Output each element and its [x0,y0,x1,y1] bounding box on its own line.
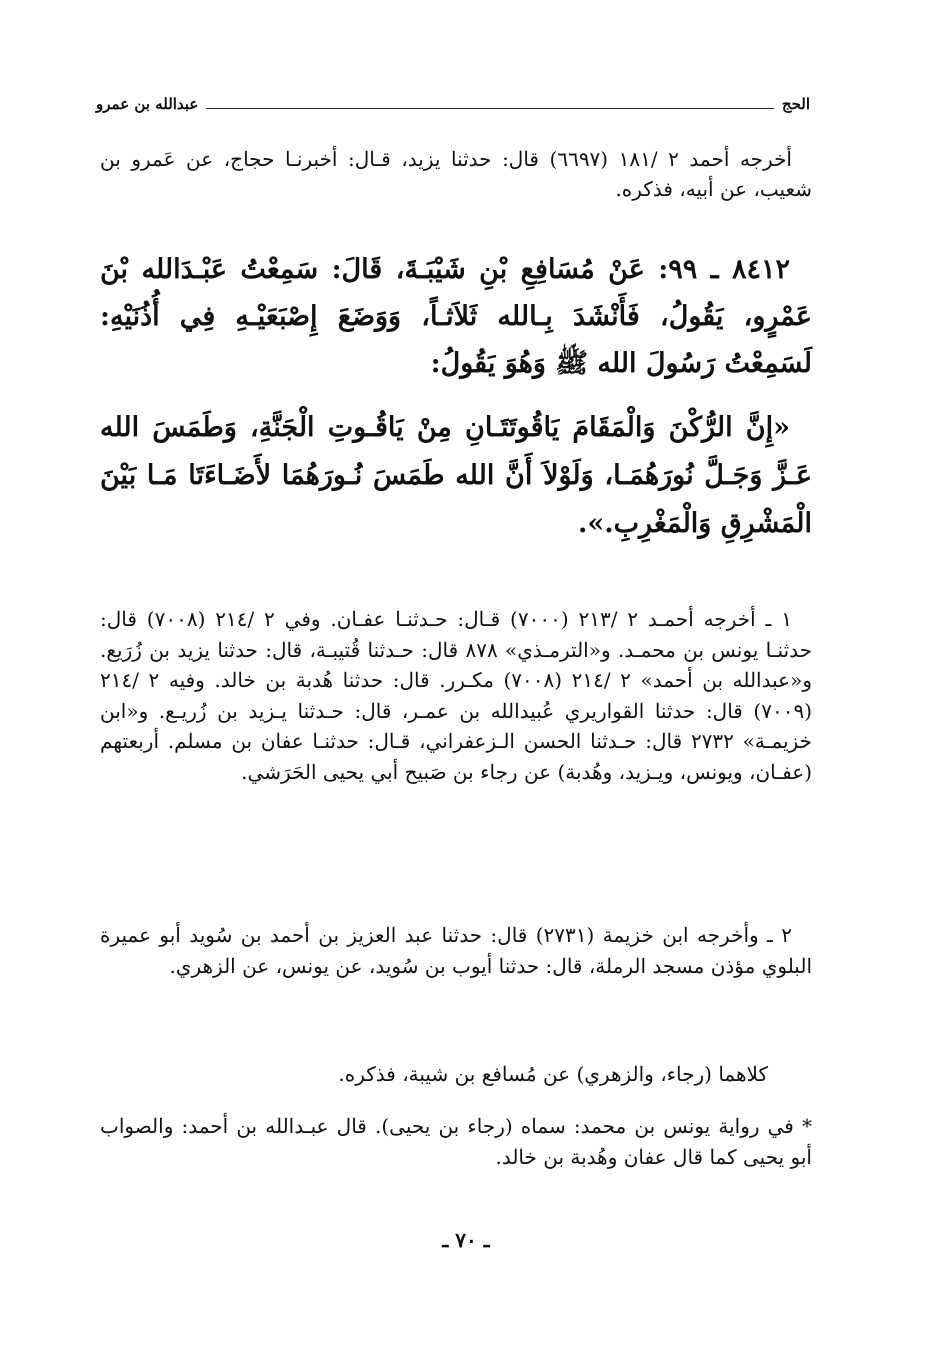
header-rule [206,108,774,109]
header-chapter-title: الحج [781,95,810,113]
header-narrator-name: عبدالله بن عمرو [96,95,199,113]
hadith-heading: ٨٤١٢ ـ ٩٩: عَنْ مُسَافِعِ بْنِ شَيْبَـةَ، قَالَ: سَمِعْتُ عَبْـدَالله بْنَ عَمْرٍو، يَقُولُ، فَأَنْشَدَ بِـالله ثَلاَثـاً، وَوَضَعَ إِصْبَعَيْـهِ فِي أُذُنَيْهِ: لَسَمِعْتُ رَسُولَ الله ﷺ وَهُوَ يَقُولُ: [100,254,812,379]
takhrij-paragraph-1: ١ ـ أخرجه أحمـد ٢ /٢١٣ (٧٠٠٠) قـال: حـدثنـا عفـان. وفي ٢ /٢١٤ (٧٠٠٨) قال: حدثنـا يونس بن محمـد. و«الترمـذي» ٨٧٨ قال: حـدثنا قُتيبـة، قال: حدثنا يزيد بن زُرَيع. و«عبدالله بن أحمد» ٢ /٢١٤ (٧٠٠٨) مكـرر. قال: حدثنا هُدبة بن خالد. وفيه ٢ /٢١٤ (٧٠٠٩) قال: حدثنا القواريري عُبيدالله بن عمـر، قال: حـدثنا يـزيد بن زُريـع. و«ابن خزيمـة» ٢٧٣٢ قال: حـدثنا الحسن الـزعفراني، قـال: حدثنـا عفان بن مسلم. أربعتهم (عفـان، ويونس، ويـزيد، وهُدبة) عن رجاء بن صَبيح أبي يحيى الحَرَشي. [100,607,812,784]
running-header [96,92,810,116]
page-number: ـ ٧٠ ـ [442,1228,490,1252]
intro-takhrij-paragraph: أخرجه أحمد ٢ /١٨١ (٦٦٩٧) قال: حدثنا يزيد، قـال: أخبرنـا حجاج، عن عَمرو بن شعيب، عن أبيه، فذكره. [100,147,812,201]
hadith-text: «إِنَّ الرُّكْنَ وَالْمَقَامَ يَاقُوتَتَـانِ مِنْ يَاقُـوتِ الْجَنَّةِ، وَطَمَسَ الله عَـزَّ وَجَـلَّ نُورَهُمَـا، وَلَوْلاَ أَنَّ الله طَمَسَ نُـورَهُمَا لأَضَـاءَتَا مَـا بَيْنَ الْمَشْرِقِ وَالْمَغْرِبِ.». [100,412,812,539]
summary-paragraph: كلاهما (رجاء، والزهري) عن مُسافع بن شيبة، فذكره. [338,1062,768,1086]
footnote-paragraph: * في رواية يونس بن محمد: سماه (رجاء بن يحيى). قال عبـدالله بن أحمد: والصواب أبو يحيى كما قال عفان وهُدبة بن خالد. [100,1114,812,1169]
takhrij-paragraph-2: ٢ ـ وأخرجه ابن خزيمة (٢٧٣١) قال: حدثنا عبد العزيز بن أحمد بن سُويد أبو عميرة البلوي مؤذن مسجد الرملة، قال: حدثنا أيوب بن سُويد، عن يونس، عن الزهري. [100,923,812,978]
